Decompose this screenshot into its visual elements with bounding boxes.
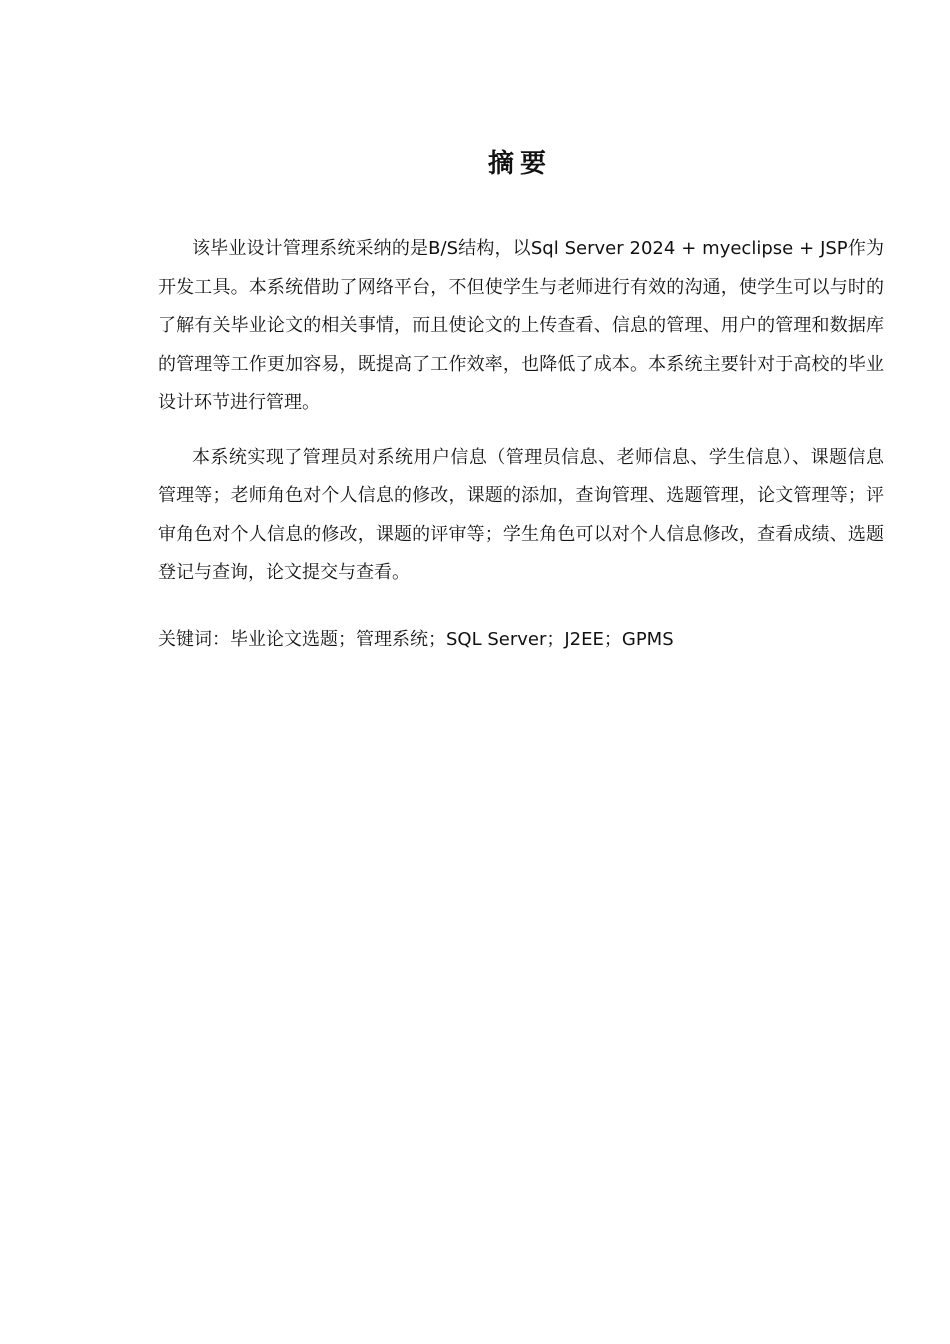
- abstract-paragraph-1: 该毕业设计管理系统采纳的是B/S结构，以Sql Server 2024 + myeclipse + JSP作为开发工具。本系统借助了网络平台，不但使学生与老师进行有效的沟通，使学生可以与时的了解有关毕业论文的相关事情，而且使论文的上传查看、信息的管理、用户的管理和数据库的管理等工作更加容易，既提高了工作效率，也降低了成本。本系统主要针对于高校的毕业设计环节进行管理。: [158, 238, 884, 413]
- page-title: 摘要: [487, 149, 552, 179]
- abstract-body: [158, 230, 884, 659]
- abstract-paragraph-2: 本系统实现了管理员对系统用户信息（管理员信息、老师信息、学生信息）、课题信息管理等；老师角色对个人信息的修改，课题的添加，查询管理、选题管理，论文管理等；评审角色对个人信息的修改，课题的评审等；学生角色可以对个人信息修改，查看成绩、选题登记与查询，论文提交与查看。: [158, 446, 884, 583]
- keywords-line: 关键词：毕业论文选题；管理系统；SQL Server；J2EE；GPMS: [158, 628, 674, 650]
